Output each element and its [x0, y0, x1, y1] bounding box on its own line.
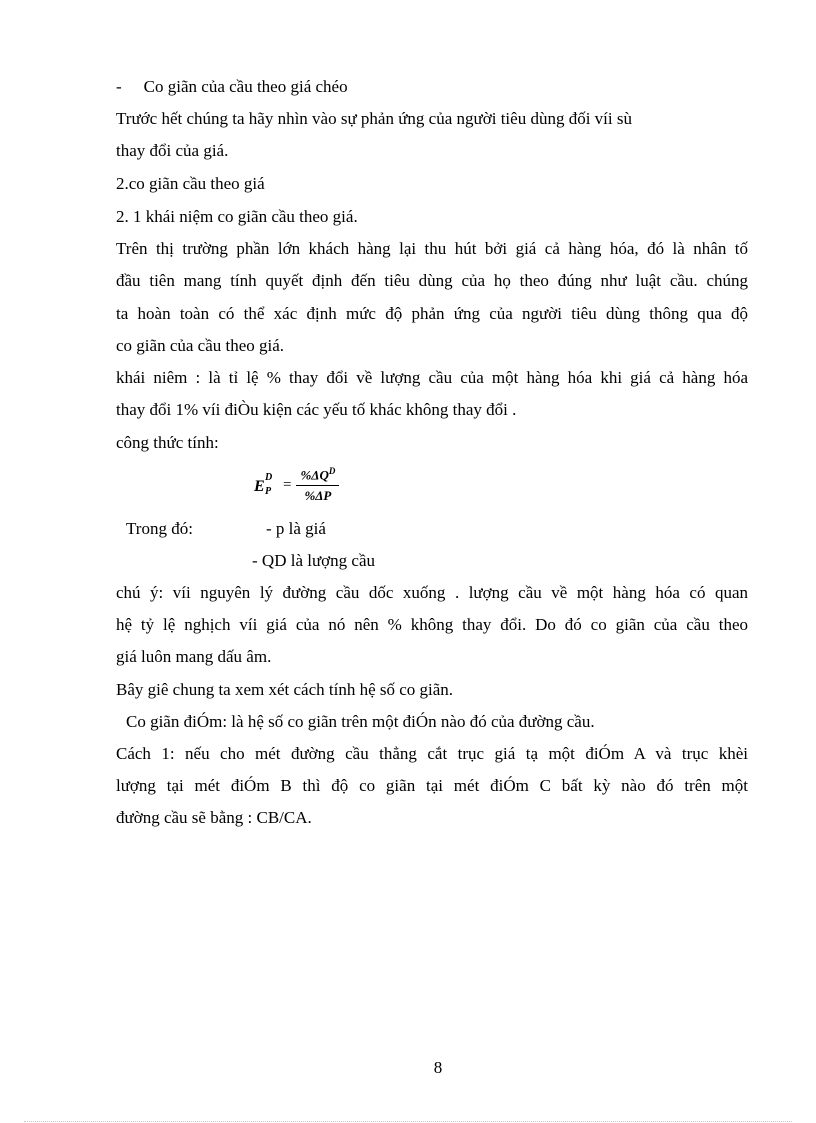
definition-line-1: khái niêm : là tỉ lệ % thay đổi về lượng cầu của một hàng hóa khi giá cả hàng hóa: [116, 368, 748, 387]
bullet-heading: Co giãn của cầu theo giá chéo: [143, 77, 348, 96]
para1-line-1: Trên thị trường phần lớn khách hàng lại thu hút bởi giá cả hàng hóa, đó là nhân tố: [116, 239, 748, 258]
intro-line-2: thay đổi của giá.: [116, 141, 229, 160]
formula-label: công thức tính:: [116, 433, 219, 452]
method-line-3: đường cầu sẽ bằng : CB/CA.: [116, 808, 312, 827]
note-line-1: chú ý: víi nguyên lý đường cầu dốc xuống . lượng cầu về một hàng hóa có quan: [116, 583, 748, 602]
para1-line-2: đầu tiên mang tính quyết định đến tiêu dùng của họ theo đúng như luật cầu. chúng: [116, 271, 748, 290]
subsection-heading: 2. 1 khái niệm co giãn cầu theo giá.: [116, 207, 358, 226]
formula-fraction: [296, 466, 339, 504]
calc-intro: Bây giê chung ta xem xét cách tính hệ số co giãn.: [116, 680, 454, 699]
bullet-line: [116, 76, 348, 98]
para1-line-4: co giãn của cầu theo giá.: [116, 336, 285, 355]
where-label: Trong đó:: [126, 519, 193, 538]
section-heading: 2.co giãn cầu theo giá: [116, 174, 265, 193]
formula-lhs-sup: D: [265, 472, 273, 484]
formula-lhs-base: E: [254, 478, 265, 496]
method-line-1: Cách 1: nếu cho mét đường cầu thẳng cắt trục giá tạ một điÓm A và trục khèi: [116, 744, 748, 763]
definition-line-2: thay đổi 1% víi điÒu kiện các yếu tố khác không thay đổi .: [116, 400, 517, 419]
para1-line-3: ta hoàn toàn có thể xác định mức độ phản ứng của người tiêu dùng thông qua độ: [116, 304, 748, 323]
footer-divider: [24, 1121, 792, 1122]
formula-numerator-sup: D: [328, 466, 336, 476]
where-item-quantity: - QD là lượng cầu: [252, 551, 376, 570]
where-item-price: - p là giá: [266, 519, 326, 538]
formula-lhs: [254, 474, 278, 496]
page-number: 8: [433, 1058, 443, 1077]
bullet-dash: -: [116, 77, 122, 96]
elasticity-formula: [254, 466, 339, 504]
formula-equals: =: [283, 476, 292, 493]
point-elasticity: Co giãn điÓm: là hệ số co giãn trên một điÓn nào đó của đường cầu.: [126, 712, 595, 731]
intro-line-1: Trước hết chúng ta hãy nhìn vào sự phản ứng của người tiêu dùng đối víi sù: [116, 109, 632, 128]
method-line-2: lượng tại mét điÓm B thì độ co giãn tại mét điÓm C bất kỳ nào đó trên một: [116, 776, 748, 795]
note-line-3: giá luôn mang dấu âm.: [116, 647, 272, 666]
note-line-2: hệ tỷ lệ nghịch víi giá của nó nên % không thay đổi. Do đó co giãn của cầu theo: [116, 615, 748, 634]
formula-lhs-sub: P: [265, 486, 272, 498]
formula-numerator: $\%\Delta Q^D$: [296, 466, 339, 486]
formula-denominator: %ΔP: [304, 488, 332, 504]
